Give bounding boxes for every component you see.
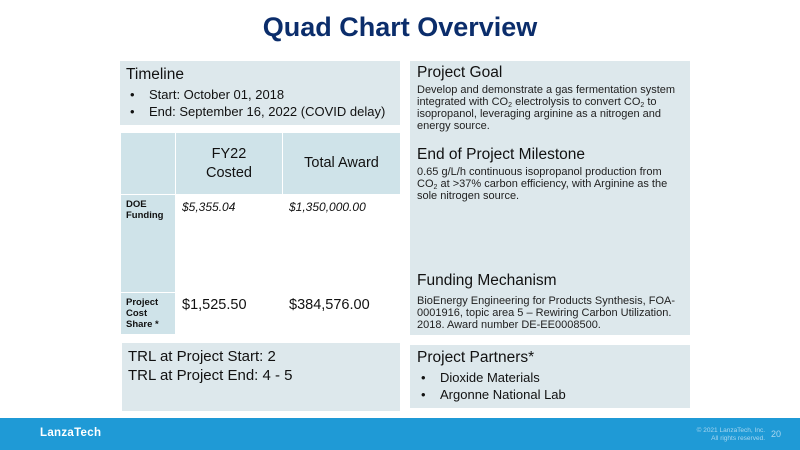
timeline-panel: [120, 61, 400, 125]
copyright-line: All rights reserved.: [711, 435, 765, 442]
slide-title: Quad Chart Overview: [262, 12, 538, 42]
milestone-text-part: 0.65 g/L/h continuous isopropanol production from CO: [417, 166, 662, 190]
cost-share-total-value: $384,576.00: [283, 293, 401, 335]
doe-fy22-value: $5,355.04: [176, 195, 283, 293]
column-header-total-award: Total Award: [283, 133, 401, 195]
project-goal-text: [417, 84, 683, 132]
timeline-list: [126, 86, 394, 120]
footer-bar: [0, 418, 800, 450]
cost-share-fy22-value: $1,525.50: [176, 293, 283, 335]
funding-table: [120, 132, 401, 335]
row-label-cost-share: Project Cost Share *: [121, 293, 176, 335]
goal-subscript: 2: [508, 102, 513, 109]
partners-list: [417, 369, 683, 403]
milestone-subscript: 2: [433, 184, 438, 191]
page-number: 20: [771, 429, 782, 439]
goal-subscript: 2: [640, 102, 645, 109]
copyright-notice: [660, 427, 765, 443]
row-label-doe-funding: DOE Funding: [121, 195, 176, 293]
project-partners-panel: [410, 345, 690, 408]
timeline-end: • End: September 16, 2022 (COVID delay): [126, 103, 394, 120]
trl-panel: [122, 343, 400, 411]
lanzatech-logo: LanzaTech: [40, 427, 102, 439]
goal-text-part: to isopropanol, leveraging arginine as a nitrogen and energy source.: [417, 96, 662, 132]
table-corner-cell: [121, 133, 176, 195]
goal-text-part: electrolysis to convert CO: [512, 96, 641, 108]
funding-mechanism-heading: Funding Mechanism: [417, 272, 557, 289]
partner-item: • Argonne National Lab: [417, 386, 683, 403]
table-header-row: [121, 133, 401, 195]
milestone-text-part: at >37% carbon efficiency, with Arginine as the sole nitrogen source.: [417, 178, 668, 202]
project-goal-heading: Project Goal: [417, 64, 503, 81]
project-goal-panel: [410, 61, 690, 335]
table-row: [121, 293, 401, 335]
milestone-heading: End of Project Milestone: [417, 146, 586, 163]
milestone-text: [417, 166, 683, 202]
trl-start: TRL at Project Start: 2: [128, 348, 276, 365]
funding-mechanism-text: BioEnergy Engineering for Products Synthesis, FOA-0001916, topic area 5 – Rewiring Carbon Utilization. 2018. Award number DE-EE0008500.: [417, 295, 676, 331]
timeline-start: • Start: October 01, 2018: [126, 86, 394, 103]
doe-total-value: $1,350,000.00: [283, 195, 401, 293]
column-header-fy22: FY22 Costed: [176, 133, 283, 195]
goal-text-part: Develop and demonstrate a gas fermentation system integrated with CO: [417, 84, 676, 108]
project-partners-heading: Project Partners*: [417, 349, 535, 366]
trl-end: TRL at Project End: 4 - 5: [128, 367, 293, 384]
copyright-line: © 2021 LanzaTech, Inc.: [696, 427, 765, 434]
partner-item: • Dioxide Materials: [417, 369, 683, 386]
table-row: [121, 195, 401, 293]
timeline-heading: Timeline: [126, 66, 184, 83]
